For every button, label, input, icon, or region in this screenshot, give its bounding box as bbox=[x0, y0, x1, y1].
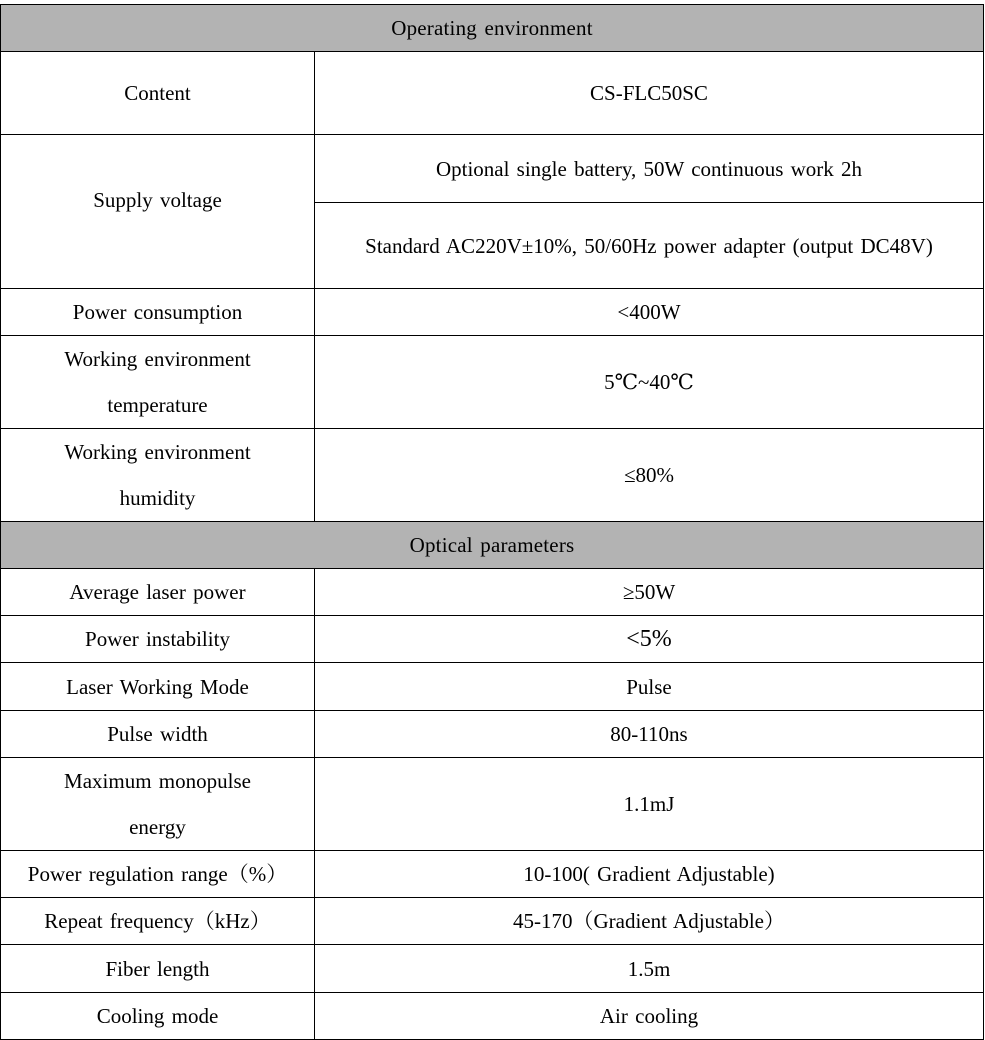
row-value: 45-170（Gradient Adjustable） bbox=[315, 898, 984, 945]
table-row bbox=[1, 663, 984, 711]
table-row bbox=[1, 711, 984, 758]
row-value: 80-110ns bbox=[315, 711, 984, 758]
table-row bbox=[1, 52, 984, 135]
section-title: Optical parameters bbox=[1, 522, 984, 569]
table-row bbox=[1, 135, 984, 203]
table-row bbox=[1, 851, 984, 898]
row-value: Standard AC220V±10%, 50/60Hz power adapter (output DC48V) bbox=[315, 203, 984, 289]
section-header-row bbox=[1, 5, 984, 52]
row-value: <400W bbox=[315, 289, 984, 336]
spec-table bbox=[0, 4, 984, 1040]
row-label: Pulse width bbox=[1, 711, 315, 758]
row-label: Maximum monopulse energy bbox=[1, 758, 315, 851]
row-value: 10-100( Gradient Adjustable) bbox=[315, 851, 984, 898]
table-row bbox=[1, 569, 984, 616]
row-value: 1.1mJ bbox=[315, 758, 984, 851]
row-value: Pulse bbox=[315, 663, 984, 711]
table-row bbox=[1, 945, 984, 993]
row-label: Fiber length bbox=[1, 945, 315, 993]
row-value: <5% bbox=[315, 616, 984, 663]
row-label: Power regulation range（%） bbox=[1, 851, 315, 898]
row-label: Average laser power bbox=[1, 569, 315, 616]
row-label: Working environment humidity bbox=[1, 429, 315, 522]
row-value: ≤80% bbox=[315, 429, 984, 522]
section-title: Operating environment bbox=[1, 5, 984, 52]
table-row bbox=[1, 429, 984, 522]
section-header-row bbox=[1, 522, 984, 569]
row-value: ≥50W bbox=[315, 569, 984, 616]
table-row bbox=[1, 289, 984, 336]
table-row bbox=[1, 336, 984, 429]
table-row bbox=[1, 616, 984, 663]
table-row bbox=[1, 993, 984, 1040]
row-label: Repeat frequency（kHz） bbox=[1, 898, 315, 945]
row-value: 1.5m bbox=[315, 945, 984, 993]
row-label: Power consumption bbox=[1, 289, 315, 336]
row-label: Cooling mode bbox=[1, 993, 315, 1040]
row-label: Supply voltage bbox=[1, 135, 315, 289]
row-label: Working environment temperature bbox=[1, 336, 315, 429]
row-value: CS-FLC50SC bbox=[315, 52, 984, 135]
row-value: Air cooling bbox=[315, 993, 984, 1040]
row-label: Laser Working Mode bbox=[1, 663, 315, 711]
row-value: Optional single battery, 50W continuous work 2h bbox=[315, 135, 984, 203]
row-label: Power instability bbox=[1, 616, 315, 663]
table-row bbox=[1, 758, 984, 851]
table-row bbox=[1, 898, 984, 945]
row-label: Content bbox=[1, 52, 315, 135]
row-value: 5℃~40℃ bbox=[315, 336, 984, 429]
